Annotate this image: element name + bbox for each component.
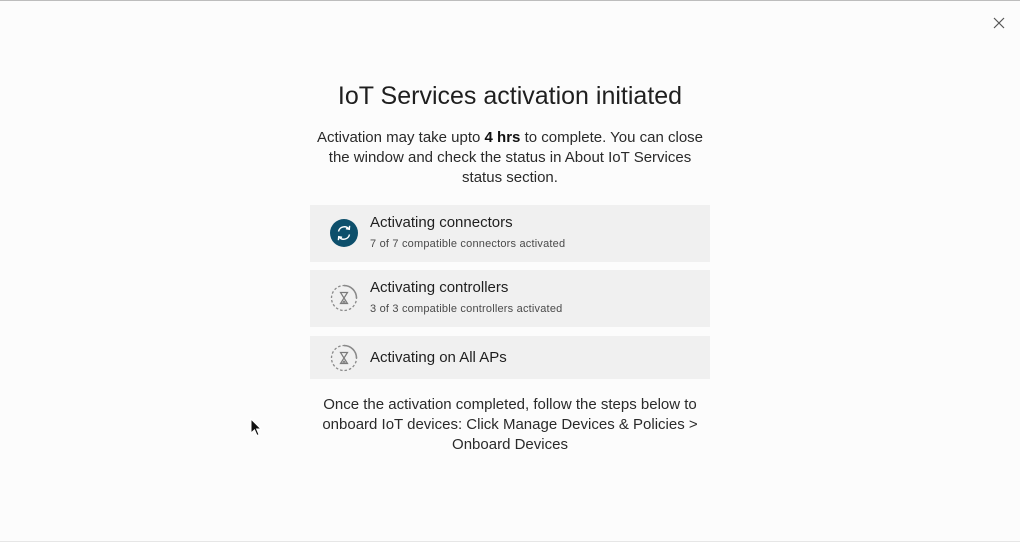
step-subtitle: 7 of 7 compatible connectors activated <box>370 238 566 250</box>
description-text-end: to complete. You can close the window and check the status in About IoT Services status section. <box>328 129 704 186</box>
top-border <box>0 0 1020 1</box>
duration-highlight: 4 hrs <box>484 129 521 146</box>
hourglass-icon <box>330 344 358 372</box>
step-controllers <box>310 270 710 327</box>
step-title: Activating connectors <box>370 214 513 231</box>
step-title: Activating controllers <box>370 279 509 296</box>
close-icon <box>993 17 1005 29</box>
step-title: Activating on All APs <box>370 349 507 366</box>
close-button[interactable] <box>990 14 1008 32</box>
onboard-instructions: Once the activation completed, follow the steps below to onboard IoT devices: Click Manage Devices & Policies > Onboard Devices <box>322 396 698 453</box>
description-text-start: Activation may take upto <box>316 129 485 146</box>
step-all-aps <box>310 336 710 379</box>
mouse-cursor-icon <box>250 418 264 438</box>
step-subtitle: 3 of 3 compatible controllers activated <box>370 303 563 315</box>
dialog-title: IoT Services activation initiated <box>337 82 683 110</box>
dialog-description <box>310 128 710 188</box>
hourglass-icon <box>330 284 358 312</box>
refresh-icon <box>330 219 358 247</box>
step-connectors <box>310 205 710 262</box>
